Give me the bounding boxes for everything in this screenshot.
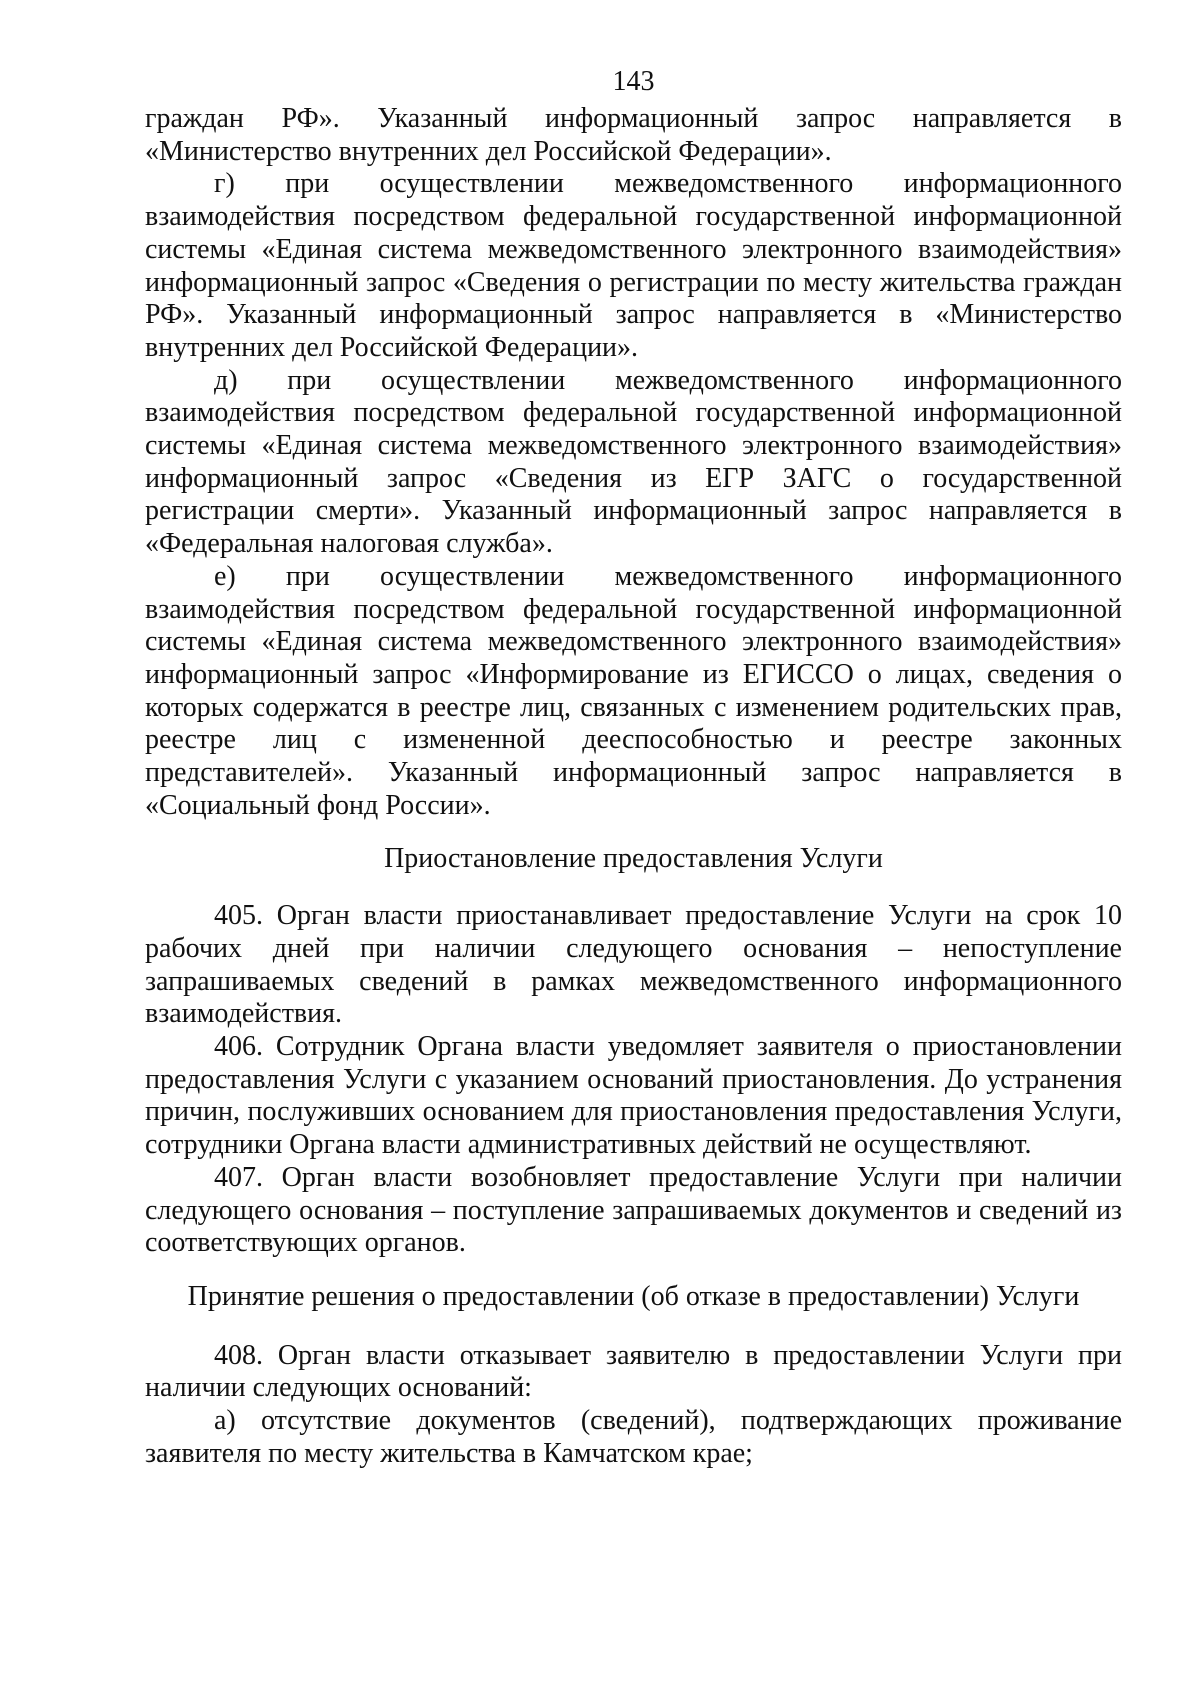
paragraph-405: 405. Орган власти приостанавливает предоставление Услуги на срок 10 рабочих дней при наличии следующего основания – непоступление запрашиваемых сведений в рамках межведомственного информационного взаимодействия.	[145, 900, 1122, 1030]
paragraph-item-d: д) при осуществлении межведомственного информационного взаимодействия посредством федеральной государственной информационной системы «Единая система межведомственного электронного взаимодействия» информационный запрос «Сведения из ЕГР ЗАГС о государственной регистрации смерти». Указанный информационный запрос направляется в «Федеральная налоговая служба».	[145, 364, 1122, 560]
document-page	[145, 66, 1122, 1470]
page-number: 143	[612, 66, 655, 97]
section-heading-decision: Принятие решения о предоставлении (об отказе в предоставлении) Услуги	[187, 1280, 1080, 1312]
paragraph-406: 406. Сотрудник Органа власти уведомляет заявителя о приостановлении предоставления Услуги с указанием оснований приостановления. До устранения причин, послуживших основанием для приостановления предоставления Услуги, сотрудники Органа власти административных действий не осуществляют.	[145, 1030, 1122, 1161]
section-heading-suspension: Приостановление предоставления Услуги	[384, 843, 883, 875]
paragraph-item-e: е) при осуществлении межведомственного информационного взаимодействия посредством федеральной государственной информационной системы «Единая система межведомственного электронного взаимодействия» информационный запрос «Информирование из ЕГИССО о лицах, сведения о которых содержатся в реестре лиц, связанных с изменением родительских прав, реестре лиц с измененной дееспособностью и реестре законных представителей». Указанный информационный запрос направляется в «Социальный фонд России».	[145, 560, 1122, 821]
paragraph-408: 408. Орган власти отказывает заявителю в предоставлении Услуги при наличии следующих оснований:	[145, 1339, 1122, 1404]
paragraph-item-g: г) при осуществлении межведомственного информационного взаимодействия посредством федеральной государственной информационной системы «Единая система межведомственного электронного взаимодействия» информационный запрос «Сведения о регистрации по месту жительства граждан РФ». Указанный информационный запрос направляется в «Министерство внутренних дел Российской Федерации».	[145, 168, 1122, 363]
paragraph-407: 407. Орган власти возобновляет предоставление Услуги при наличии следующего основания – поступление запрашиваемых документов и сведений из соответствующих органов.	[145, 1161, 1122, 1259]
paragraph-continuation: граждан РФ». Указанный информационный запрос направляется в «Министерство внутренних дел Российской Федерации».	[145, 103, 1122, 167]
paragraph-item-a: а) отсутствие документов (сведений), подтверждающих проживание заявителя по месту жительства в Камчатском крае;	[145, 1405, 1122, 1469]
